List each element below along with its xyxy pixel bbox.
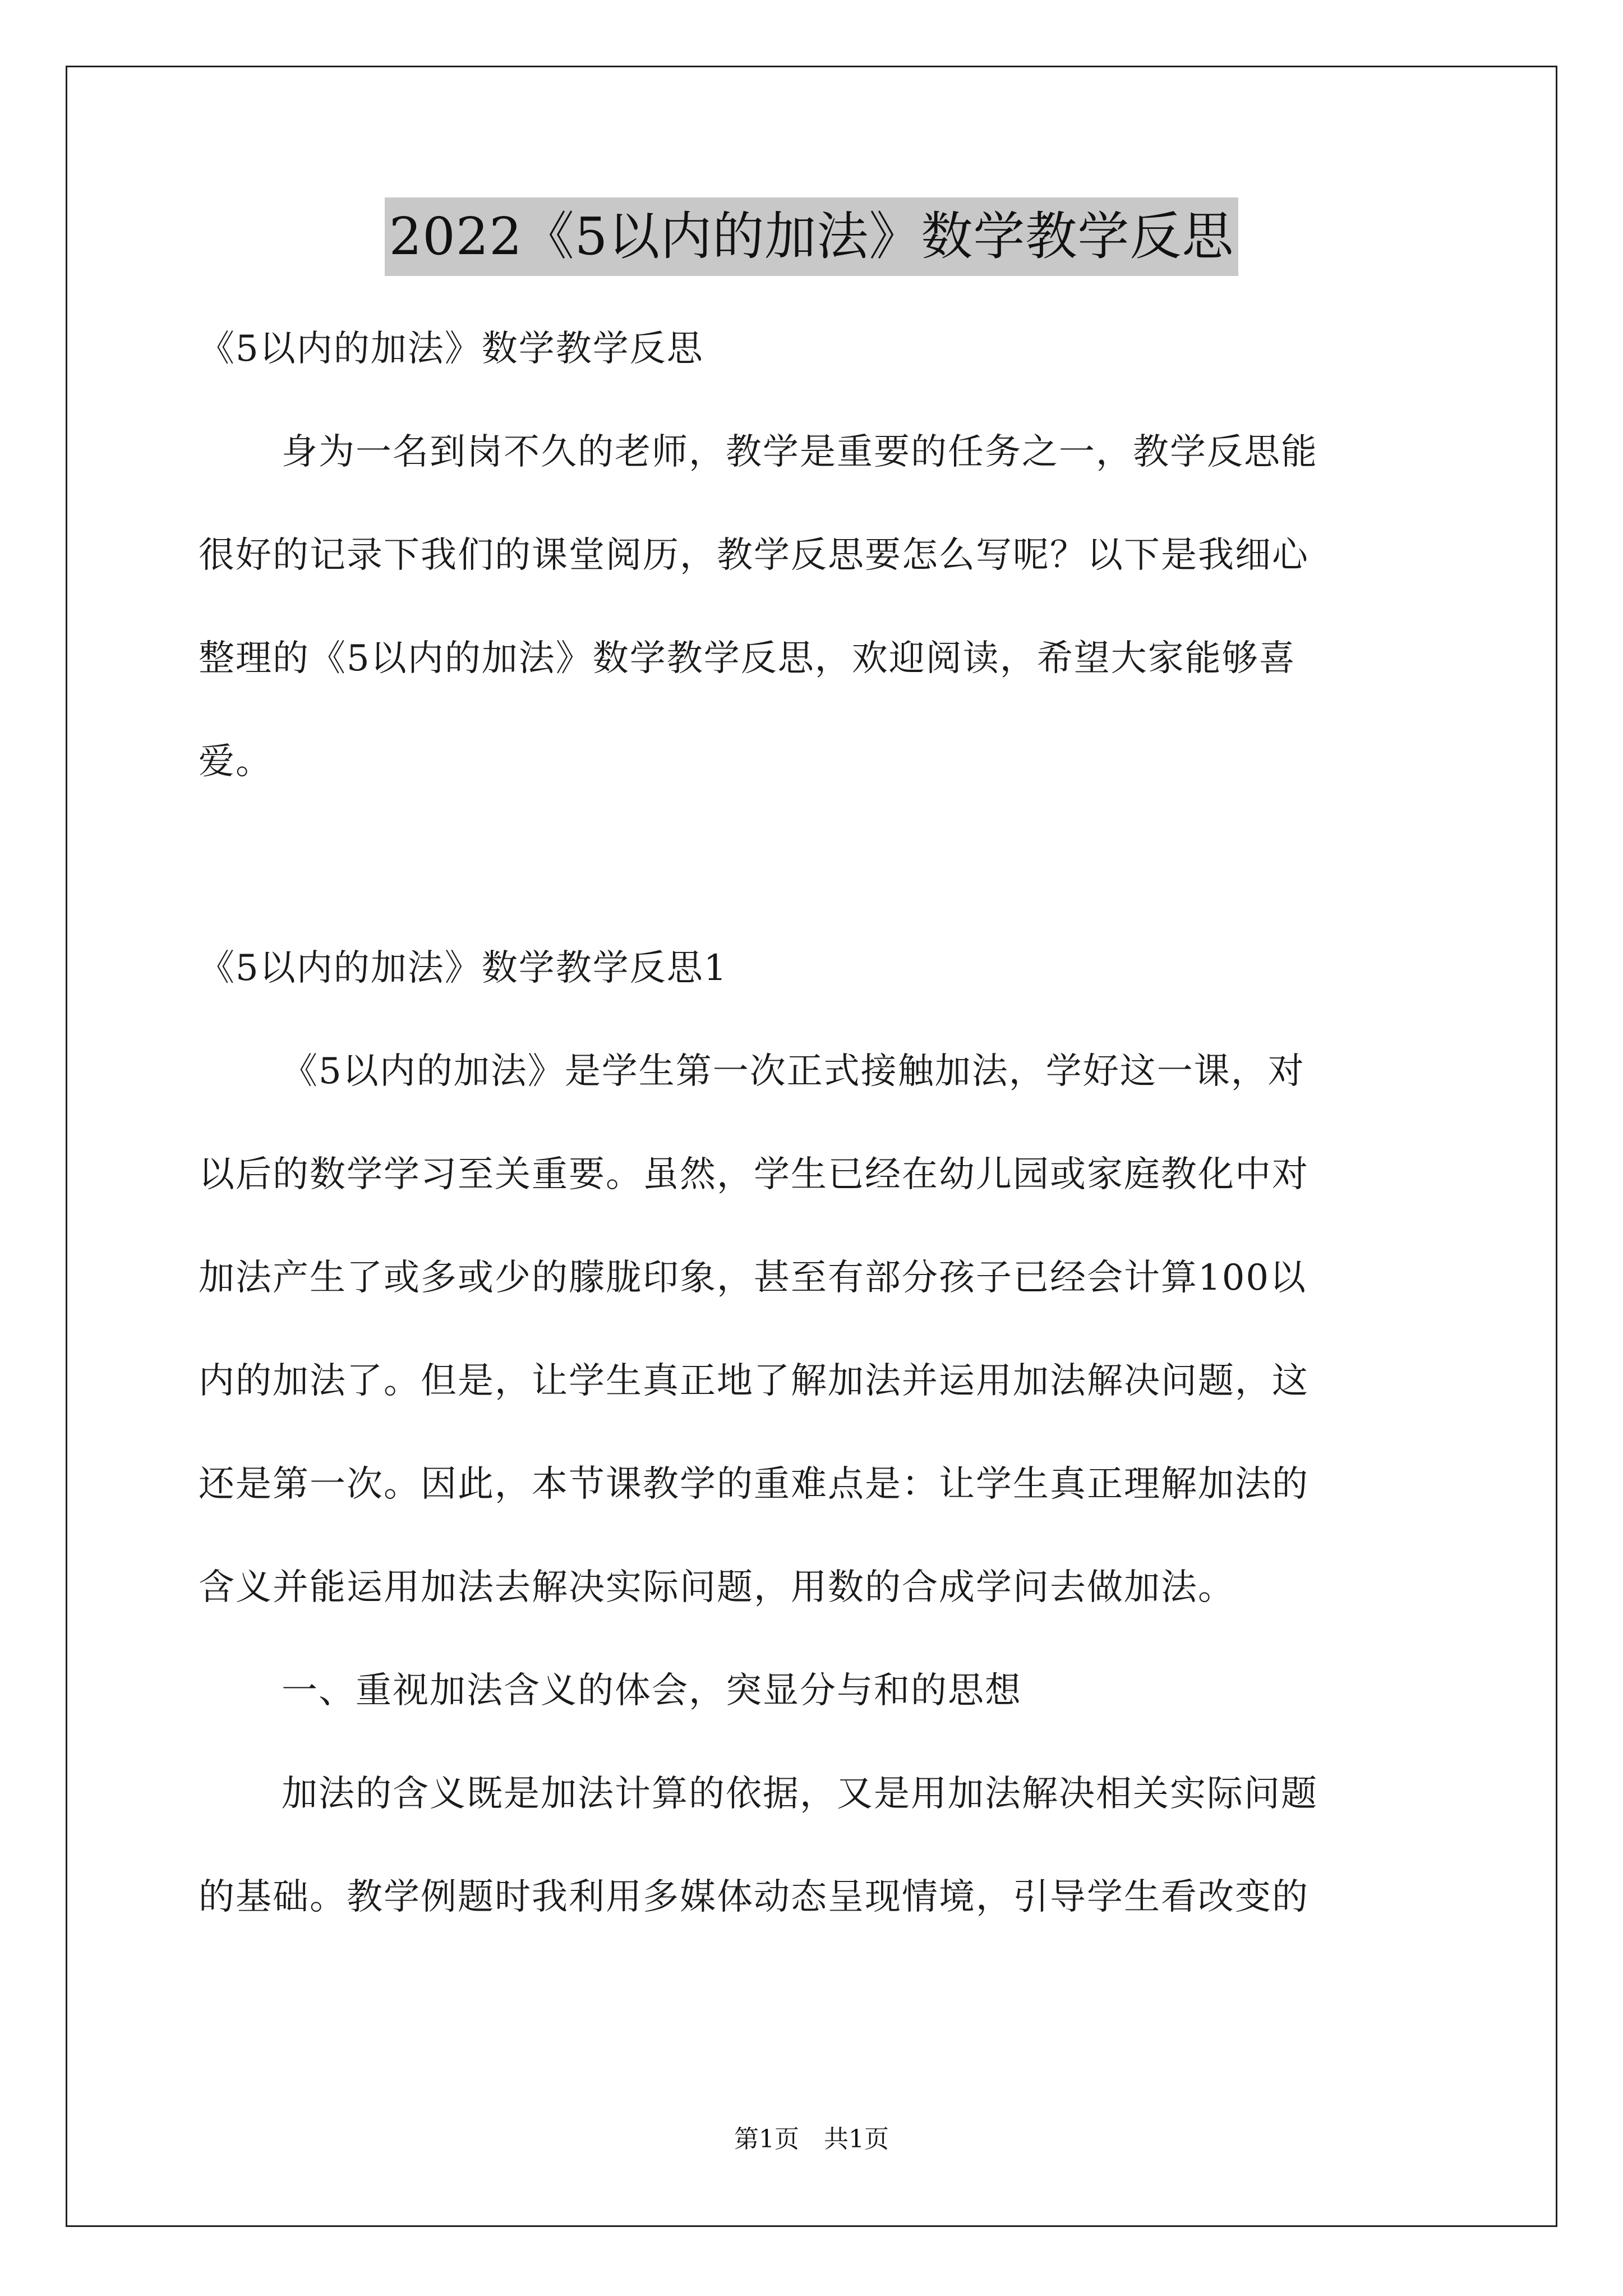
paragraph-line: 的基础。教学例题时我利用多媒体动态呈现情境，引导学生看改变的 <box>199 1876 1309 1918</box>
paragraph-line: 《5以内的加法》是学生第一次正式接触加法，学好这一课，对 <box>282 1051 1305 1092</box>
paragraph-gap <box>199 813 1432 917</box>
subtitle-line: 《5以内的加法》数学教学反思 <box>199 328 704 370</box>
title-container <box>0 197 1623 276</box>
paragraph-line: 加法产生了或多或少的朦胧印象，甚至有部分孩子已经会计算100以 <box>199 1257 1307 1299</box>
paragraph-line: 内的加法了。但是，让学生真正地了解加法并运用加法解决问题，这 <box>199 1360 1309 1402</box>
paragraph-line: 爱。 <box>199 741 273 783</box>
page-footer: 第1页 共1页 <box>734 2125 889 2154</box>
subsection-heading: 一、重视加法含义的体会，突显分与和的思想 <box>282 1670 1022 1711</box>
paragraph-line: 身为一名到岗不久的老师，教学是重要的任务之一，教学反思能 <box>282 431 1318 473</box>
paragraph-line: 含义并能运用加法去解决实际问题，用数的合成学问去做加法。 <box>199 1567 1235 1608</box>
paragraph-line: 加法的含义既是加法计算的依据，又是用加法解决相关实际问题 <box>282 1773 1318 1815</box>
paragraph-line: 整理的《5以内的加法》数学教学反思，欢迎阅读，希望大家能够喜 <box>199 638 1296 679</box>
paragraph-line: 很好的记录下我们的课堂阅历，教学反思要怎么写呢？以下是我细心 <box>199 535 1309 576</box>
paragraph-line: 还是第一次。因此，本节课教学的重难点是：让学生真正理解加法的 <box>199 1464 1309 1505</box>
section-heading: 《5以内的加法》数学教学反思1 <box>199 947 728 989</box>
paragraph-line: 以后的数学学习至关重要。虽然，学生已经在幼儿园或家庭教化中对 <box>199 1154 1309 1195</box>
document-body <box>199 297 1432 1949</box>
document-title: 2022《5以内的加法》数学教学反思 <box>385 197 1239 276</box>
